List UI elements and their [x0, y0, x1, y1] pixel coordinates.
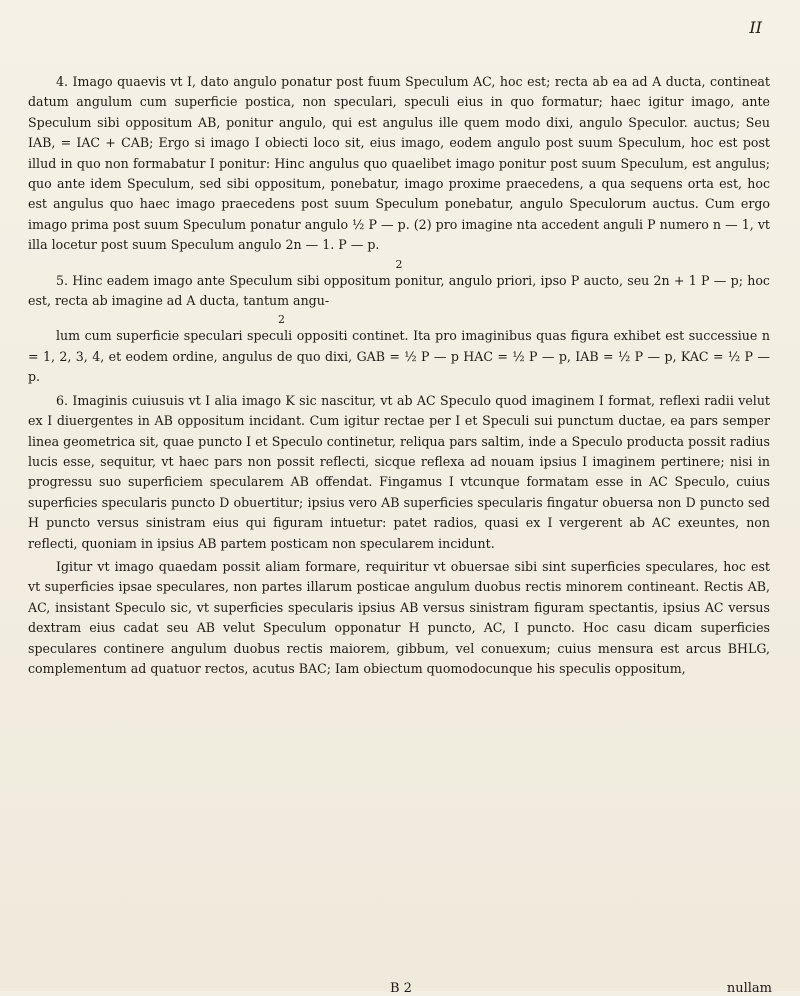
catchword: nullam [726, 981, 772, 996]
paragraph-4: 4. Imago quaevis vt I, dato angulo ponatur post fuum Speculum AC, hoc est; recta ab ea ad A ducta, contineat datum angulum cum superficie postica, non speculari, speculi eius in quo formatur; haec igitur imago, ante Speculum sibi oppositum AB, ponitur angulo, qui est angulus ille quem modo dixi, angulo Speculor. auctus; Seu IAB, = IAC + CAB; Ergo si imago I obiecti loco sit, eius imago, eodem angulo post suum Speculum, hoc est post illud in quo non formabatur I ponitur: Hinc angulus quo quaelibet imago ponitur post suum Speculum, est angulus; quo ante idem Speculum, sed sibi oppositum, ponebatur, imago proxime praecedens, a qua sequens orta est, hoc est angulus quo haec imago praecedens post suum Speculum ponebatur, angulo Speculorum auctus. Cum ergo imago prima post suum Speculum ponatur angulo ½ P — p. (2) pro imagine nta accedent anguli P numero n — 1, vt illa locetur post suum Speculum angulo 2n — 1. P — p. [28, 74, 770, 253]
signature-mark: B 2 [390, 981, 412, 996]
fraction-denominator-note: 2 [395, 257, 403, 271]
paragraph-6: 6. Imaginis cuiusuis vt I alia imago K sic nascitur, vt ab AC Speculo quod imaginem I format, reflexi radii velut ex I diuergentes in AB oppositum incidant. Cum igitur rectae per I et Speculi sui punctum ductae, ea pars semper linea geometrica sit, quae puncto I et Speculo continetur, reliqua pars saltim, inde a Speculo producta possit radius lucis esse, sequitur, vt haec pars non possit reflecti, sicque reflexa ad nouam ipsius I imaginem pertinere; nisi in progressu suo superficiem specularem AB offendat. Fingamus I vtcunque formatam esse in AC Speculo, cuius superficies specularis puncto D obuertitur; ipsius vero AB superficies specularis fingatur obuersa non D puncto sed H puncto versus sinistram eius qui figuram intuetur: patet radios, quasi ex I vergerent ab AC exeuntes, non reflecti, quoniam in ipsius AB partem posticam non specularem incidunt. [28, 392, 770, 551]
fraction-denominator-note: 2 [278, 313, 285, 327]
page-number: II [749, 18, 762, 37]
paragraph-7: Igitur vt imago quaedam possit aliam formare, requiritur vt obuersae sibi sint superficies speculares, hoc est vt superficies ipsae speculares, non partes illarum posticae angulum duobus rectis minorem contineant. Rectis AB, AC, insistant Speculo sic, vt superficies specularis ipsius AB versus sinistram figuram spectantis, ipsius AC versus dextram eius cadat seu AB velut Speculum opponatur H puncto, AC, I puncto. Hoc casu dicam superficies speculares continere angulum duobus rectis maiorem, gibbum, vel conuexum; cuius mensura est arcus BHLG, complementum ad quatuor rectos, acutus BAC; Iam obiectum quomodocunque his speculis oppositum, [28, 558, 770, 676]
text-column [28, 72, 770, 679]
paragraph-5-continued: lum cum superficie speculari speculi oppositi continet. Ita pro imaginibus quas figura exhibet est successiue n = 1, 2, 3, 4, et eodem ordine, angulus de quo dixi, GAB = ½ P — p HAC = ½ P — p, IAB = ½ P — p, KAC = ½ P — p. [28, 328, 770, 385]
paragraph-5-start: 5. Hinc eadem imago ante Speculum sibi oppositum ponitur, angulo priori, ipso P aucto, seu 2n + 1 P — p; hoc est, recta ab imagine ad A ducta, tantum angu- [28, 272, 770, 309]
